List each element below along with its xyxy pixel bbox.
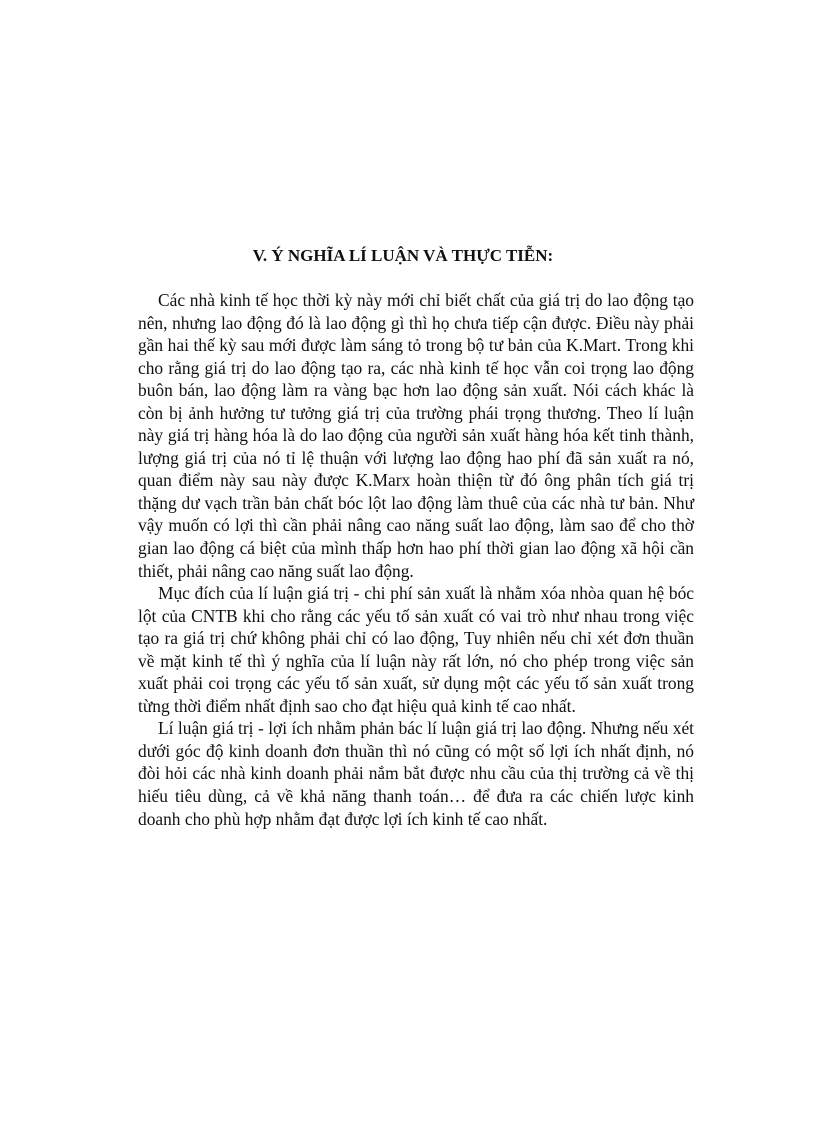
paragraph-3: Lí luận giá trị - lợi ích nhằm phản bác lí luận giá trị lao động. Nhưng nếu xét dưới góc độ kinh doanh đơn thuần thì nó cũng có một số lợi ích nhất định, nó đòi hỏi các nhà kinh doanh phải nắm bắt được nhu cầu của thị trường cả về thị hiếu tiêu dùng, cả về khả năng thanh toán… để đưa ra các chiến lược kinh doanh cho phù hợp nhằm đạt được lợi ích kinh tế cao nhất. [138, 718, 694, 829]
paragraph-2: Mục đích của lí luận giá trị - chi phí sản xuất là nhằm xóa nhòa quan hệ bóc lột của CNTB khi cho rằng các yếu tố sản xuất có vai trò như nhau trong việc tạo ra giá trị chứ không phải chỉ có lao động, Tuy nhiên nếu chỉ xét đơn thuần về mặt kinh tế thì ý nghĩa của lí luận này rất lớn, nó cho phép trong việc sản xuất phải coi trọng các yếu tố sản xuất, sử dụng một các yếu tố sản xuất trong từng thời điểm nhất định sao cho đạt hiệu quả kinh tế cao nhất. [138, 583, 694, 716]
paragraph-1: Các nhà kinh tế học thời kỳ này mới chỉ biết chất của giá trị do lao động tạo nên, nhưng lao động đó là lao động gì thì họ chưa tiếp cận được. Điều này phải gần hai thế kỳ sau mới được làm sáng tỏ trong bộ tư bản của K.Mart. Trong khi cho rằng giá trị do lao động tạo ra, các nhà kinh tế học vẫn coi trọng lao động buôn bán, lao động làm ra vàng bạc hơn lao động sản xuất. Nói cách khác là còn bị ảnh hưởng tư tưởng giá trị của trường phái trọng thương. Theo lí luận này giá trị hàng hóa là do lao động của người sản xuất hàng hóa kết tinh thành, lượng giá trị của nó tỉ lệ thuận với lượng lao động hao phí đã sản xuất ra nó, quan điểm này sau này được K.Marx hoàn thiện từ đó ông phân tích giá trị thặng dư vạch trần bản chất bóc lột lao động làm thuê của các nhà tư bản. Như vậy muốn có lợi thì cần phải nâng cao năng suất lao động, làm sao để cho thờ gian lao động cá biệt của mình thấp hơn hao phí thời gian lao động xã hội cần thiết, phải nâng cao năng suất lao động. [138, 290, 694, 581]
section-heading: V. Ý NGHĨA LÍ LUẬN VÀ THỰC TIỄN: [252, 246, 554, 265]
section-body [138, 289, 694, 830]
